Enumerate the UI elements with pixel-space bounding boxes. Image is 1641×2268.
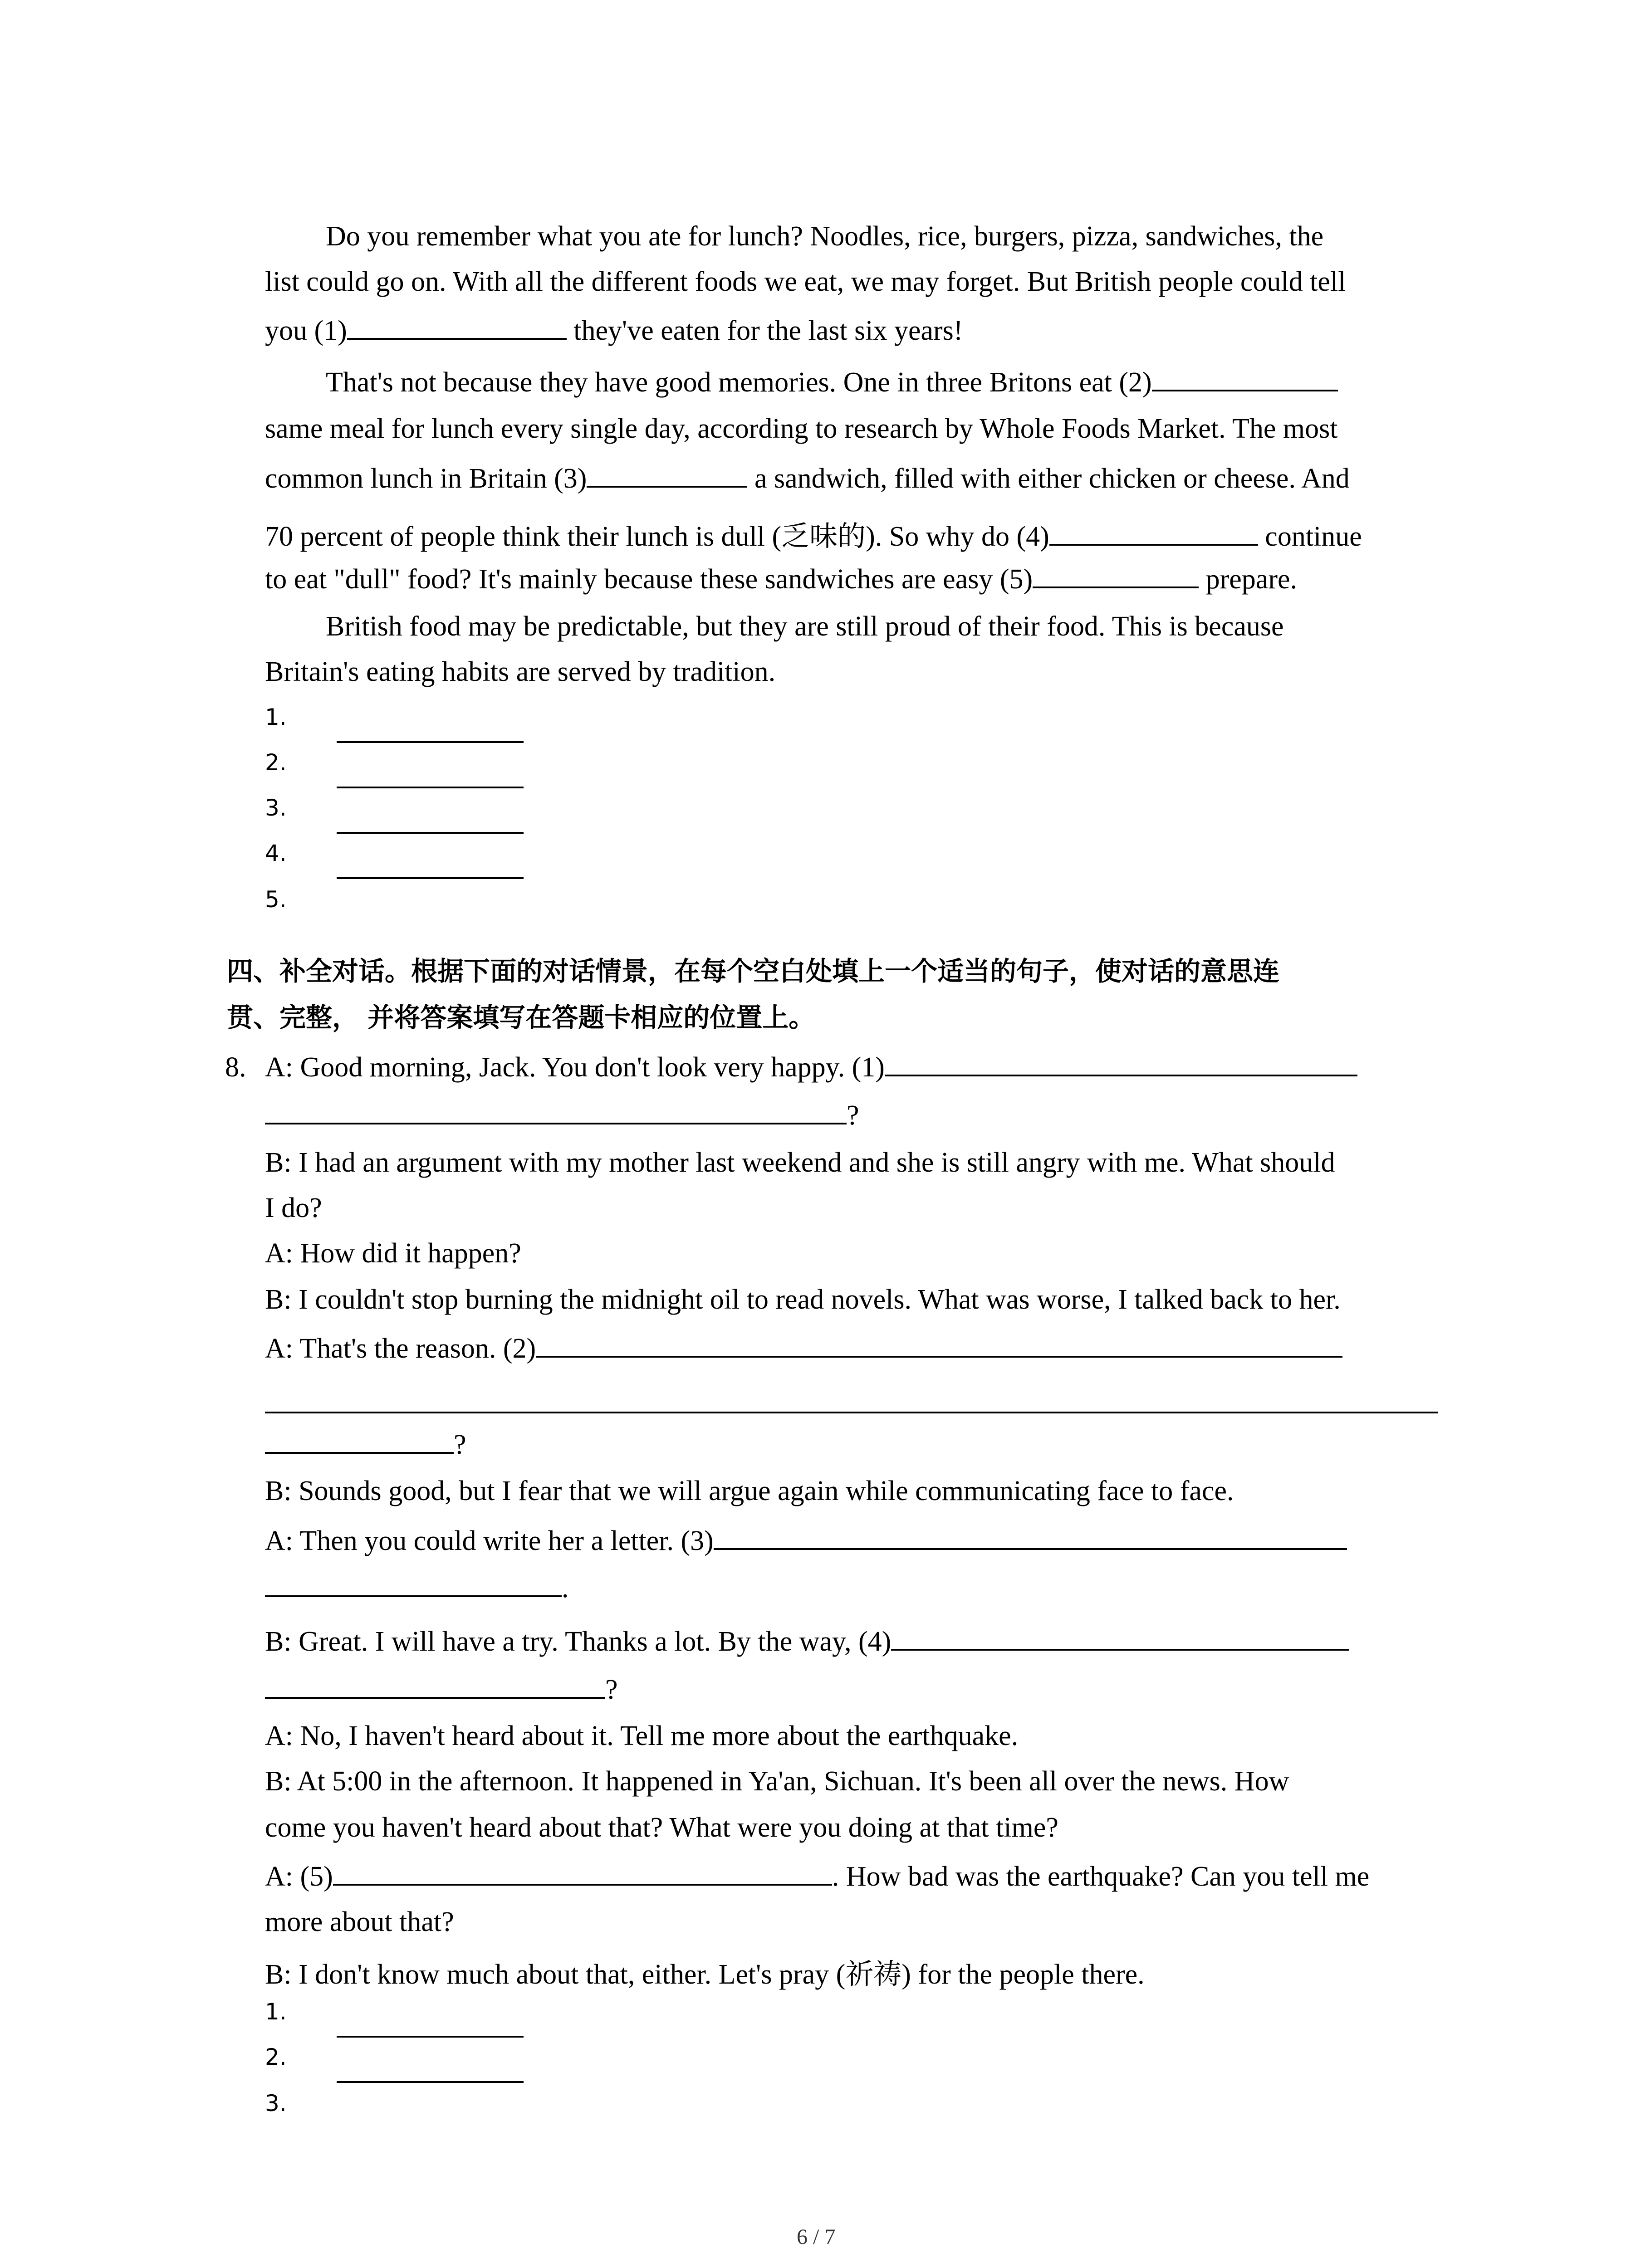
question-number: 8. — [225, 1052, 246, 1083]
dialogue-blank-2-end — [265, 1429, 454, 1454]
answer-number: 3. — [265, 795, 287, 821]
section-heading: 四、补全对话。根据下面的对话情景，在每个空白处填上一个适当的句子，使对话的意思连 — [227, 956, 1280, 987]
dialogue-blank-2 — [536, 1333, 1342, 1358]
blank-1 — [347, 315, 567, 340]
dialogue-blank-1 — [885, 1052, 1357, 1076]
passage-line — [265, 513, 1362, 554]
dialogue-blank-1-cont — [265, 1100, 847, 1124]
answer-number: 1. — [265, 1999, 287, 2025]
dialogue-line: B: I don't know much about that, either. Let's pray (祈祷) for the people there. — [265, 1959, 1145, 1990]
dialogue-blank-4-cont — [265, 1674, 605, 1699]
dialogue-text: ? — [847, 1100, 859, 1131]
passage-text: you (1) — [265, 315, 347, 346]
dialogue-text: B: Great. I will have a try. Thanks a lot. By the way, (4) — [265, 1626, 892, 1657]
passage-line: British food may be predictable, but they are still proud of their food. This is because — [326, 611, 1284, 642]
dialogue-line — [265, 1051, 1357, 1084]
passage-text: they've eaten for the last six years! — [573, 315, 963, 346]
blank-3 — [587, 463, 747, 488]
passage-text: continue — [1265, 521, 1362, 552]
page-number: 6 / 7 — [797, 2225, 836, 2249]
dialogue-line: B: I had an argument with my mother last weekend and she is still angry with me. What should — [265, 1147, 1335, 1178]
dialogue-line: B: At 5:00 in the afternoon. It happened in Ya'an, Sichuan. It's been all over the news. How — [265, 1766, 1289, 1797]
answer-blank — [337, 2036, 524, 2038]
dialogue-blank-4 — [891, 1626, 1349, 1651]
dialogue-line — [265, 1429, 466, 1461]
blank-4 — [1049, 521, 1258, 546]
answer-blank — [337, 787, 524, 788]
dialogue-line: B: I couldn't stop burning the midnight oil to read novels. What was worse, I talked back to her. — [265, 1284, 1341, 1315]
passage-line: Do you remember what you ate for lunch? Noodles, rice, burgers, pizza, sandwiches, the — [326, 221, 1324, 252]
answer-blank — [337, 741, 524, 743]
passage-text: common lunch in Britain (3) — [265, 463, 587, 494]
answer-number: 3. — [265, 2090, 287, 2116]
dialogue-line — [265, 1572, 569, 1604]
answer-number: 5. — [265, 886, 287, 913]
dialogue-line — [265, 1333, 1342, 1365]
dialogue-text: . How bad was the earthquake? Can you tell me — [832, 1861, 1370, 1892]
dialogue-line: come you haven't heard about that? What were you doing at that time? — [265, 1812, 1058, 1843]
dialogue-text: . — [562, 1573, 569, 1603]
passage-line — [265, 463, 1350, 495]
passage-line: same meal for lunch every single day, according to research by Whole Foods Market. The most — [265, 413, 1338, 444]
passage-text: to eat "dull" food? It's mainly because these sandwiches are easy (5) — [265, 564, 1033, 595]
passage-text: prepare. — [1205, 564, 1297, 595]
dialogue-text: ? — [605, 1674, 618, 1705]
dialogue-line: B: Sounds good, but I fear that we will argue again while communicating face to face. — [265, 1476, 1234, 1506]
dialogue-text: ? — [454, 1429, 466, 1460]
answer-blank — [337, 2081, 524, 2083]
dialogue-text: A: That's the reason. (2) — [265, 1333, 536, 1364]
dialogue-line: A: How did it happen? — [265, 1238, 521, 1269]
dialogue-line — [265, 1100, 859, 1132]
dialogue-blank-2-cont — [265, 1412, 1438, 1413]
answer-blank — [337, 832, 524, 834]
section-heading: 贯、完整， 并将答案填写在答题卡相应的位置上。 — [227, 1002, 815, 1033]
passage-line — [265, 563, 1297, 596]
dialogue-line: more about that? — [265, 1906, 454, 1937]
dialogue-line — [265, 1525, 1347, 1557]
dialogue-line: A: No, I haven't heard about it. Tell me more about the earthquake. — [265, 1721, 1019, 1751]
dialogue-line — [265, 1861, 1369, 1893]
passage-line — [326, 367, 1338, 399]
passage-line — [265, 315, 963, 347]
dialogue-blank-5 — [333, 1861, 832, 1886]
answer-number: 2. — [265, 2044, 287, 2070]
answer-number: 2. — [265, 749, 287, 776]
dialogue-text: A: Then you could write her a letter. (3) — [265, 1525, 714, 1556]
dialogue-blank-3 — [714, 1525, 1347, 1550]
passage-line: Britain's eating habits are served by tradition. — [265, 656, 776, 687]
answer-blank — [337, 877, 524, 879]
dialogue-line — [265, 1626, 1349, 1658]
answer-number: 4. — [265, 840, 287, 866]
passage-text: 70 percent of people think their lunch is dull (乏味的). So why do (4) — [265, 521, 1049, 552]
passage-text: a sandwich, filled with either chicken or cheese. And — [754, 463, 1350, 494]
dialogue-text: A: Good morning, Jack. You don't look very happy. (1) — [265, 1052, 885, 1083]
dialogue-line: I do? — [265, 1193, 322, 1223]
passage-line: list could go on. With all the different foods we eat, we may forget. But British people could tell — [265, 266, 1346, 297]
blank-2 — [1152, 367, 1338, 391]
answer-number: 1. — [265, 704, 287, 730]
dialogue-line — [265, 1674, 618, 1706]
dialogue-blank-3-cont — [265, 1573, 562, 1597]
dialogue-text: A: (5) — [265, 1861, 333, 1892]
blank-5 — [1033, 564, 1199, 588]
passage-text: That's not because they have good memories. One in three Britons eat (2) — [326, 367, 1152, 398]
